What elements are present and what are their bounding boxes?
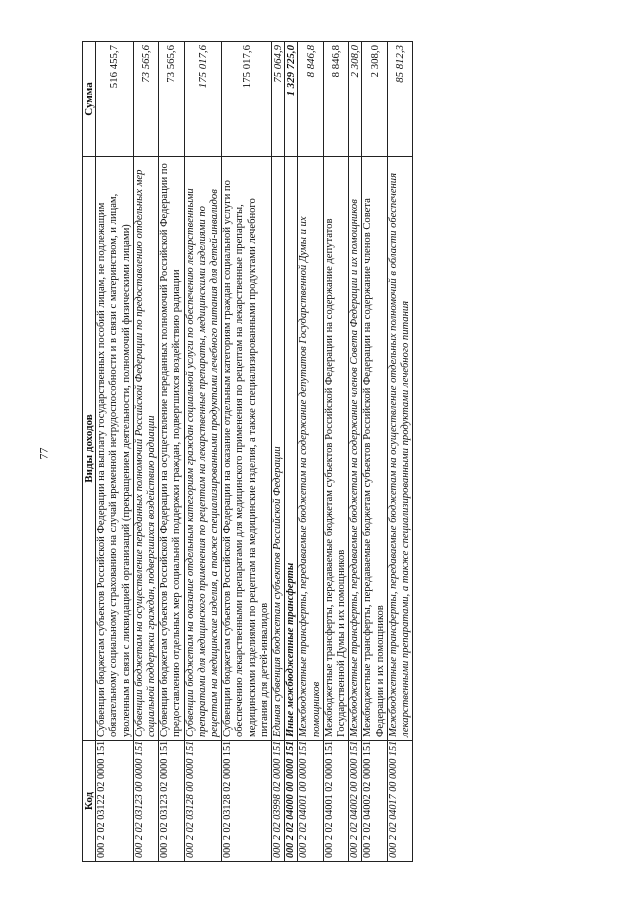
table-row <box>159 42 184 862</box>
row-code: 000 2 02 04002 02 0000 151 <box>362 741 387 862</box>
row-sum: 73 565,6 <box>159 42 184 157</box>
row-name: Субвенции бюджетам на осуществление переданных полномочий Российской Федерации по предоставлению отдельных мер социальной поддержки граждан, подвергшихся воздействию радиации <box>133 157 158 741</box>
row-sum: 2 308,0 <box>362 42 387 157</box>
row-name: Субвенции бюджетам субъектов Российской Федерации на выплату государственных пособий лицам, не подлежащим обязательному социальному страхованию на случай временной нетрудоспособности и в связи с материнством, и лицам, уволенным в связи с ликвидацией организаций (прекращением деятельности, полномочий физическими лицами) <box>96 157 134 741</box>
row-name: Субвенции бюджетам субъектов Российской Федерации на оказание отдельным категориям граждан социальной услуги по обеспечению лекарственными препаратами для медицинского применения по рецептам на лекарственные препараты, медицинскими изделиями по рецептам на медицинские изделия, а также специализированными продуктами лечебного питания для детей-инвалидов <box>222 157 272 741</box>
row-code: 000 2 02 03128 00 0000 151 <box>184 741 222 862</box>
row-sum: 8 846,8 <box>298 42 323 157</box>
row-code: 000 2 02 03123 00 0000 151 <box>133 741 158 862</box>
table-row <box>133 42 158 862</box>
row-code: 000 2 02 04000 00 0000 151 <box>285 741 298 862</box>
table-row <box>222 42 272 862</box>
row-name: Межбюджетные трансферты, передаваемые бюджетам на содержание депутатов Государственной Думы и их помощников <box>298 157 323 741</box>
row-sum: 175 017,6 <box>222 42 272 157</box>
revenue-table <box>82 41 413 862</box>
table-row <box>349 42 362 862</box>
row-code: 000 2 02 03128 02 0000 151 <box>222 741 272 862</box>
table-row <box>387 42 412 862</box>
row-sum: 175 017,6 <box>184 42 222 157</box>
row-name: Субвенции бюджетам на оказание отдельным категориям граждан социальной услуги по обеспечению лекарственными препаратами для медицинского применения по рецептам на лекарственные препараты, медицинскими изделиями по рецептам на медицинские изделия, а также специализированными продуктами лечебного питания для детей-инвалидов <box>184 157 222 741</box>
row-name: Межбюджетные трансферты, передаваемые бюджетам субъектов Российской Федерации на содержание депутатов Государственной Думы и их помощников <box>323 157 348 741</box>
row-name: Единая субвенция бюджетам субъектов Российской Федерации <box>272 157 285 741</box>
row-code: 000 2 02 03123 02 0000 151 <box>159 741 184 862</box>
rotated-table-frame <box>82 42 604 862</box>
row-code: 000 2 02 03998 02 0000 151 <box>272 741 285 862</box>
row-name: Иные межбюджетные трансферты <box>285 157 298 741</box>
row-code: 000 2 02 04001 00 0000 151 <box>298 741 323 862</box>
table-row <box>285 42 298 862</box>
table-row <box>298 42 323 862</box>
header-sum: Сумма <box>83 42 96 157</box>
table-landscape <box>82 42 604 862</box>
row-sum: 85 812,3 <box>387 42 412 157</box>
table-row <box>184 42 222 862</box>
row-name: Межбюджетные трансферты, передаваемые бюджетам на осуществление отдельных полномочий в области обеспечения лекарственными препаратами, а также специализированными продуктами лечебного питания <box>387 157 412 741</box>
row-sum: 1 329 725,0 <box>285 42 298 157</box>
table-row <box>323 42 348 862</box>
table-row <box>272 42 285 862</box>
row-sum: 516 455,7 <box>96 42 134 157</box>
row-code: 000 2 02 04002 00 0000 151 <box>349 741 362 862</box>
row-sum: 75 064,9 <box>272 42 285 157</box>
row-name: Межбюджетные трансферты, передаваемые бюджетам субъектов Российской Федерации на содержание членов Совета Федерации и их помощников <box>362 157 387 741</box>
row-sum: 8 846,8 <box>323 42 348 157</box>
table-header-row <box>83 42 96 862</box>
row-name: Межбюджетные трансферты, передаваемые бюджетам на содержание членов Совета Федерации и их помощников <box>349 157 362 741</box>
table-row <box>96 42 134 862</box>
row-code: 000 2 02 04001 02 0000 151 <box>323 741 348 862</box>
row-name: Субвенции бюджетам субъектов Российской Федерации на осуществление переданных полномочий Российской Федерации по предоставлению отдельных мер социальной поддержки граждан, подвергшихся воздействию радиации <box>159 157 184 741</box>
page-number: 77 <box>36 447 51 460</box>
row-code: 000 2 02 04017 00 0000 151 <box>387 741 412 862</box>
header-name: Виды доходов <box>83 157 96 741</box>
row-code: 000 2 02 03122 02 0000 151 <box>96 741 134 862</box>
table-row <box>362 42 387 862</box>
row-sum: 73 565,6 <box>133 42 158 157</box>
row-sum: 2 308,0 <box>349 42 362 157</box>
header-code: Код <box>83 741 96 862</box>
